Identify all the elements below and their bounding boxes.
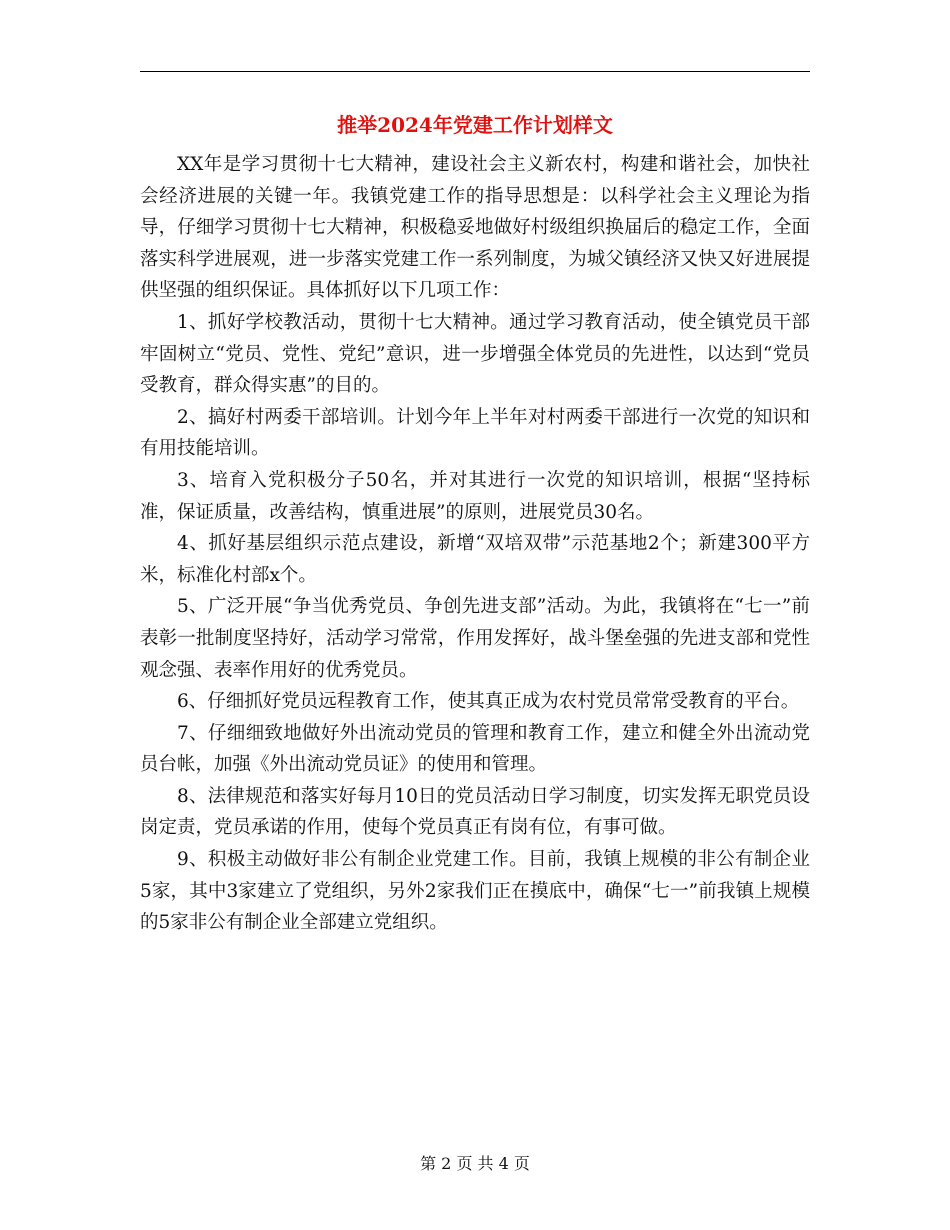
item-paragraph-6: 6、仔细抓好党员远程教育工作，使其真正成为农村党员常常受教育的平台。 <box>177 691 800 713</box>
item-paragraph-5: 5、广泛开展“争当优秀党员、争创先进支部”活动。为此，我镇将在“七一”前表彰一批制度坚持好，活动学习常常，作用发挥好，战斗堡垒强的先进支部和党性观念强、表率作用好的优秀党员。 <box>140 596 810 681</box>
item-paragraph-1: 1、抓好学校教活动，贯彻十七大精神。通过学习教育活动，使全镇党员干部牢固树立“党员、党性、党纪”意识，进一步增强全体党员的先进性，以达到“党员受教育，群众得实惠”的目的。 <box>140 311 810 397</box>
document-title: 推举2024年党建工作计划样文 <box>337 113 613 137</box>
intro-paragraph: XX年是学习贯彻十七大精神，建设社会主义新农村，构建和谐社会，加快社会经济进展的关键一年。我镇党建工作的指导思想是：以科学社会主义理论为指导，仔细学习贯彻十七大精神，积极稳妥地做好村级组织换届后的稳定工作，全面落实科学进展观，进一步落实党建工作一系列制度，为城父镇经济又快又好进展提供坚强的组织保证。具体抓好以下几项工作： <box>140 154 810 302</box>
item-paragraph-7: 7、仔细细致地做好外出流动党员的管理和教育工作，建立和健全外出流动党员台帐，加强《外出流动党员证》的使用和管理。 <box>140 722 810 776</box>
item-paragraph-2: 2、搞好村两委干部培训。计划今年上半年对村两委干部进行一次党的知识和有用技能培训。 <box>140 406 810 460</box>
item-paragraph-4: 4、抓好基层组织示范点建设，新增“双培双带”示范基地2个；新建300平方米，标准化村部x个。 <box>140 533 810 586</box>
header-rule <box>140 71 810 72</box>
document-body <box>140 149 810 939</box>
item-paragraph-3: 3、培育入党积极分子50名，并对其进行一次党的知识培训，根据“坚持标准，保证质量，改善结构，慎重进展”的原则，进展党员30名。 <box>140 469 810 523</box>
page-number-footer: 第 2 页 共 4 页 <box>420 1154 530 1173</box>
item-paragraph-9: 9、积极主动做好非公有制企业党建工作。目前，我镇上规模的非公有制企业5家，其中3家建立了党组织，另外2家我们正在摸底中，确保“七一”前我镇上规模的5家非公有制企业全部建立党组织。 <box>140 849 810 934</box>
item-paragraph-8: 8、法律规范和落实好每月10日的党员活动日学习制度，切实发挥无职党员设岗定责，党员承诺的作用，使每个党员真正有岗有位，有事可做。 <box>140 785 810 839</box>
